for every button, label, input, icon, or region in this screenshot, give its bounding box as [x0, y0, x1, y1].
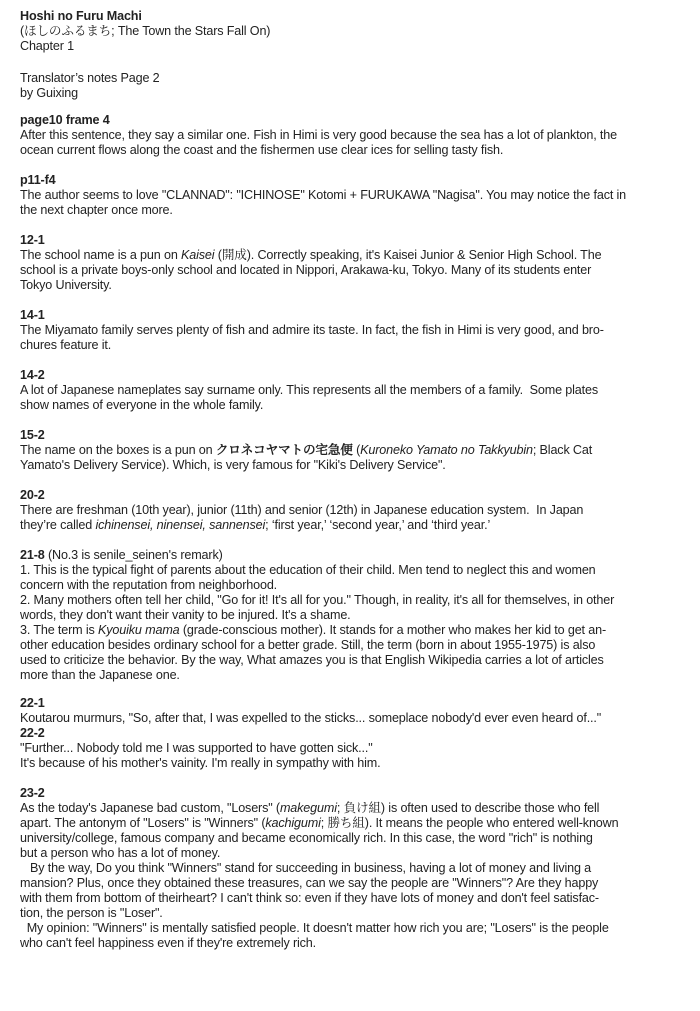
note-text-line	[20, 128, 690, 143]
text-segment: show names of everyone in the whole family.	[20, 398, 264, 412]
text-segment: apart. The antonym of "Losers" is "Winners" (	[20, 816, 266, 830]
text-segment: ; 勝ち組). It means the people who entered well-known	[320, 816, 619, 830]
note-text-line	[20, 203, 690, 218]
note-section	[20, 308, 690, 353]
text-segment: concern with the reputation from neighborhood.	[20, 578, 278, 592]
text-segment: The school name is a pun on	[20, 248, 182, 262]
text-segment: ; ‘first year,’ ‘second year,’ and ‘third year.’	[265, 518, 491, 532]
text-segment: (	[352, 443, 361, 457]
text-segment: chures feature it.	[20, 338, 112, 352]
text-segment: ; Black Cat	[532, 443, 593, 457]
note-heading: 12-1	[20, 233, 45, 247]
text-segment: ; 負け組) is often used to describe those who fell	[336, 801, 600, 815]
text-segment: 3. The term is	[20, 623, 99, 637]
document-title: Hoshi no Furu Machi	[20, 9, 142, 23]
note-text-line	[20, 756, 690, 771]
note-text-line	[20, 458, 690, 473]
note-section	[20, 428, 690, 473]
text-segment: A lot of Japanese nameplates say surname only. This represents all the members of a family. Some plates	[20, 383, 598, 397]
text-segment: school is a private boys-only school and located in Nippori, Arakawa-ku, Tokyo. Many of its students enter	[20, 263, 592, 277]
note-text-line	[20, 593, 690, 608]
italic-term: makegumi	[279, 801, 337, 815]
note-heading-line	[20, 786, 690, 801]
note-heading: 21-8	[20, 548, 45, 562]
note-heading-line	[20, 548, 690, 563]
text-segment: My opinion: "Winners" is mentally satisfied people. It doesn't matter how rich you are; "Losers" is the people	[20, 921, 609, 935]
note-heading: p11-f4	[20, 173, 56, 187]
text-segment: with them from bottom of theirheart? I can't think so: even if they have lots of money and don't feel satisfac-	[20, 891, 599, 905]
text-segment: The name on the boxes is a pun on	[20, 443, 216, 457]
note-text-line	[20, 816, 690, 831]
note-heading-line	[20, 696, 690, 711]
note-heading-line	[20, 368, 690, 383]
note-text-line	[20, 563, 690, 578]
chapter-label: Chapter 1	[20, 39, 74, 53]
note-heading-line	[20, 488, 690, 503]
text-segment: The Miyamato family serves plenty of fish and admire its taste. In fact, the fish in Himi is very good, and bro-	[20, 323, 604, 337]
notes-title: Translator’s notes Page 2	[20, 71, 160, 85]
note-text-line	[20, 383, 690, 398]
note-heading: 23-2	[20, 786, 45, 800]
text-segment: they’re called	[20, 518, 96, 532]
text-segment: "Further... Nobody told me I was supported to have gotten sick..."	[20, 741, 373, 755]
note-text-line	[20, 846, 690, 861]
note-heading-line	[20, 428, 690, 443]
note-text-line	[20, 263, 690, 278]
text-segment: 2. Many mothers often tell her child, "Go for it! It's all for you." Though, in reality, it's all for themselves, in other	[20, 593, 615, 607]
text-segment: Yamato's Delivery Service). Which, is very famous for "Kiki's Delivery Service".	[20, 458, 446, 472]
note-section	[20, 173, 690, 218]
text-segment: used to criticize the behavior. By the way, What amazes you is that English Wikipedia carries a lot of articles	[20, 653, 604, 667]
text-segment: Koutarou murmurs, "So, after that, I was expelled to the sticks... someplace nobody'd ever even heard of..."	[20, 711, 602, 725]
text-segment: It's because of his mother's vainity. I'm really in sympathy with him.	[20, 756, 381, 770]
text-segment: but a person who has a lot of money.	[20, 846, 221, 860]
note-heading: 14-1	[20, 308, 45, 322]
note-text-line	[20, 906, 690, 921]
italic-term: ichinensei, ninensei, sannensei	[95, 518, 266, 532]
note-text-line	[20, 936, 690, 951]
note-text-line	[20, 653, 690, 668]
note-text-line	[20, 278, 690, 293]
note-text-line	[20, 726, 690, 741]
note-text-line	[20, 503, 690, 518]
note-heading-line	[20, 308, 690, 323]
note-text-line	[20, 323, 690, 338]
note-section	[20, 548, 690, 683]
note-heading-line	[20, 173, 690, 188]
note-text-line	[20, 921, 690, 936]
bold-text: 22-2	[20, 726, 45, 740]
document-subtitle: (ほしのふるまち; The Town the Stars Fall On)	[20, 24, 271, 38]
note-section	[20, 368, 690, 413]
note-text-line	[20, 518, 690, 533]
note-section	[20, 696, 690, 771]
note-heading: 14-2	[20, 368, 45, 382]
text-segment: ocean current flows along the coast and the fishermen use clear ices for selling tasty fish.	[20, 143, 504, 157]
note-text-line	[20, 578, 690, 593]
note-text-line	[20, 831, 690, 846]
note-heading: page10 frame 4	[20, 113, 110, 127]
note-text-line	[20, 608, 690, 623]
text-segment: other education besides ordinary school for a better grade. Still, the term (born in about 1955-1975) is also	[20, 638, 596, 652]
italic-term: Kuroneko Yamato no Takkyubin	[360, 443, 533, 457]
note-text-line	[20, 143, 690, 158]
italic-term: kachigumi	[265, 816, 321, 830]
note-text-line	[20, 741, 690, 756]
note-text-line	[20, 668, 690, 683]
notes-author: by Guixing	[20, 86, 79, 100]
text-segment: university/college, famous company and became economically rich. In this case, the word "rich" is nothing	[20, 831, 593, 845]
text-segment: (開成). Correctly speaking, it's Kaisei Junior & Senior High School. The	[214, 248, 602, 262]
note-text-line	[20, 801, 690, 816]
text-segment: As the today's Japanese bad custom, "Losers" (	[20, 801, 280, 815]
text-segment: 1. This is the typical fight of parents about the education of their child. Men tend to neglect this and women	[20, 563, 596, 577]
note-text-line	[20, 248, 690, 263]
note-heading: 20-2	[20, 488, 45, 502]
note-text-line	[20, 443, 690, 458]
text-segment: After this sentence, they say a similar one. Fish in Himi is very good because the sea has a lot of plankton, the	[20, 128, 617, 142]
text-segment: mansion? Plus, once they obtained these treasures, can we say the people are "Winners"? Are they happy	[20, 876, 599, 890]
note-heading: 15-2	[20, 428, 45, 442]
note-text-line	[20, 861, 690, 876]
text-segment: The author seems to love "CLANNAD": "ICHINOSE" Kotomi + FURUKAWA "Nagisa". You may notice the fact in	[20, 188, 627, 202]
note-text-line	[20, 623, 690, 638]
text-segment: the next chapter once more.	[20, 203, 173, 217]
text-segment: tion, the person is "Loser".	[20, 906, 163, 920]
note-heading-remark: (No.3 is senile_seinen's remark)	[44, 548, 223, 562]
note-section	[20, 113, 690, 158]
note-text-line	[20, 338, 690, 353]
note-section	[20, 786, 690, 951]
note-section	[20, 233, 690, 293]
note-text-line	[20, 188, 690, 203]
italic-term: Kyouiku mama	[98, 623, 180, 637]
note-heading-line	[20, 233, 690, 248]
text-segment: more than the Japanese one.	[20, 668, 180, 682]
text-segment: (grade-conscious mother). It stands for a mother who makes her kid to get an-	[179, 623, 606, 637]
note-text-line	[20, 891, 690, 906]
note-text-line	[20, 638, 690, 653]
note-section	[20, 488, 690, 533]
text-segment: who can't feel happiness even if they're extremely rich.	[20, 936, 317, 950]
note-text-line	[20, 398, 690, 413]
text-segment: words, they don't want their vanity to be injured. It's a shame.	[20, 608, 351, 622]
text-segment: By the way, Do you think "Winners" stand for succeeding in business, having a lot of money and living a	[20, 861, 592, 875]
italic-term: Kaisei	[181, 248, 215, 262]
bold-text: クロネコヤマトの宅急便	[215, 443, 353, 457]
note-heading-line	[20, 113, 690, 128]
text-segment: There are freshman (10th year), junior (11th) and senior (12th) in Japanese education system. In Japan	[20, 503, 584, 517]
note-text-line	[20, 711, 690, 726]
note-heading: 22-1	[20, 696, 45, 710]
text-segment: Tokyo University.	[20, 278, 112, 292]
document-header	[20, 9, 690, 101]
note-text-line	[20, 876, 690, 891]
